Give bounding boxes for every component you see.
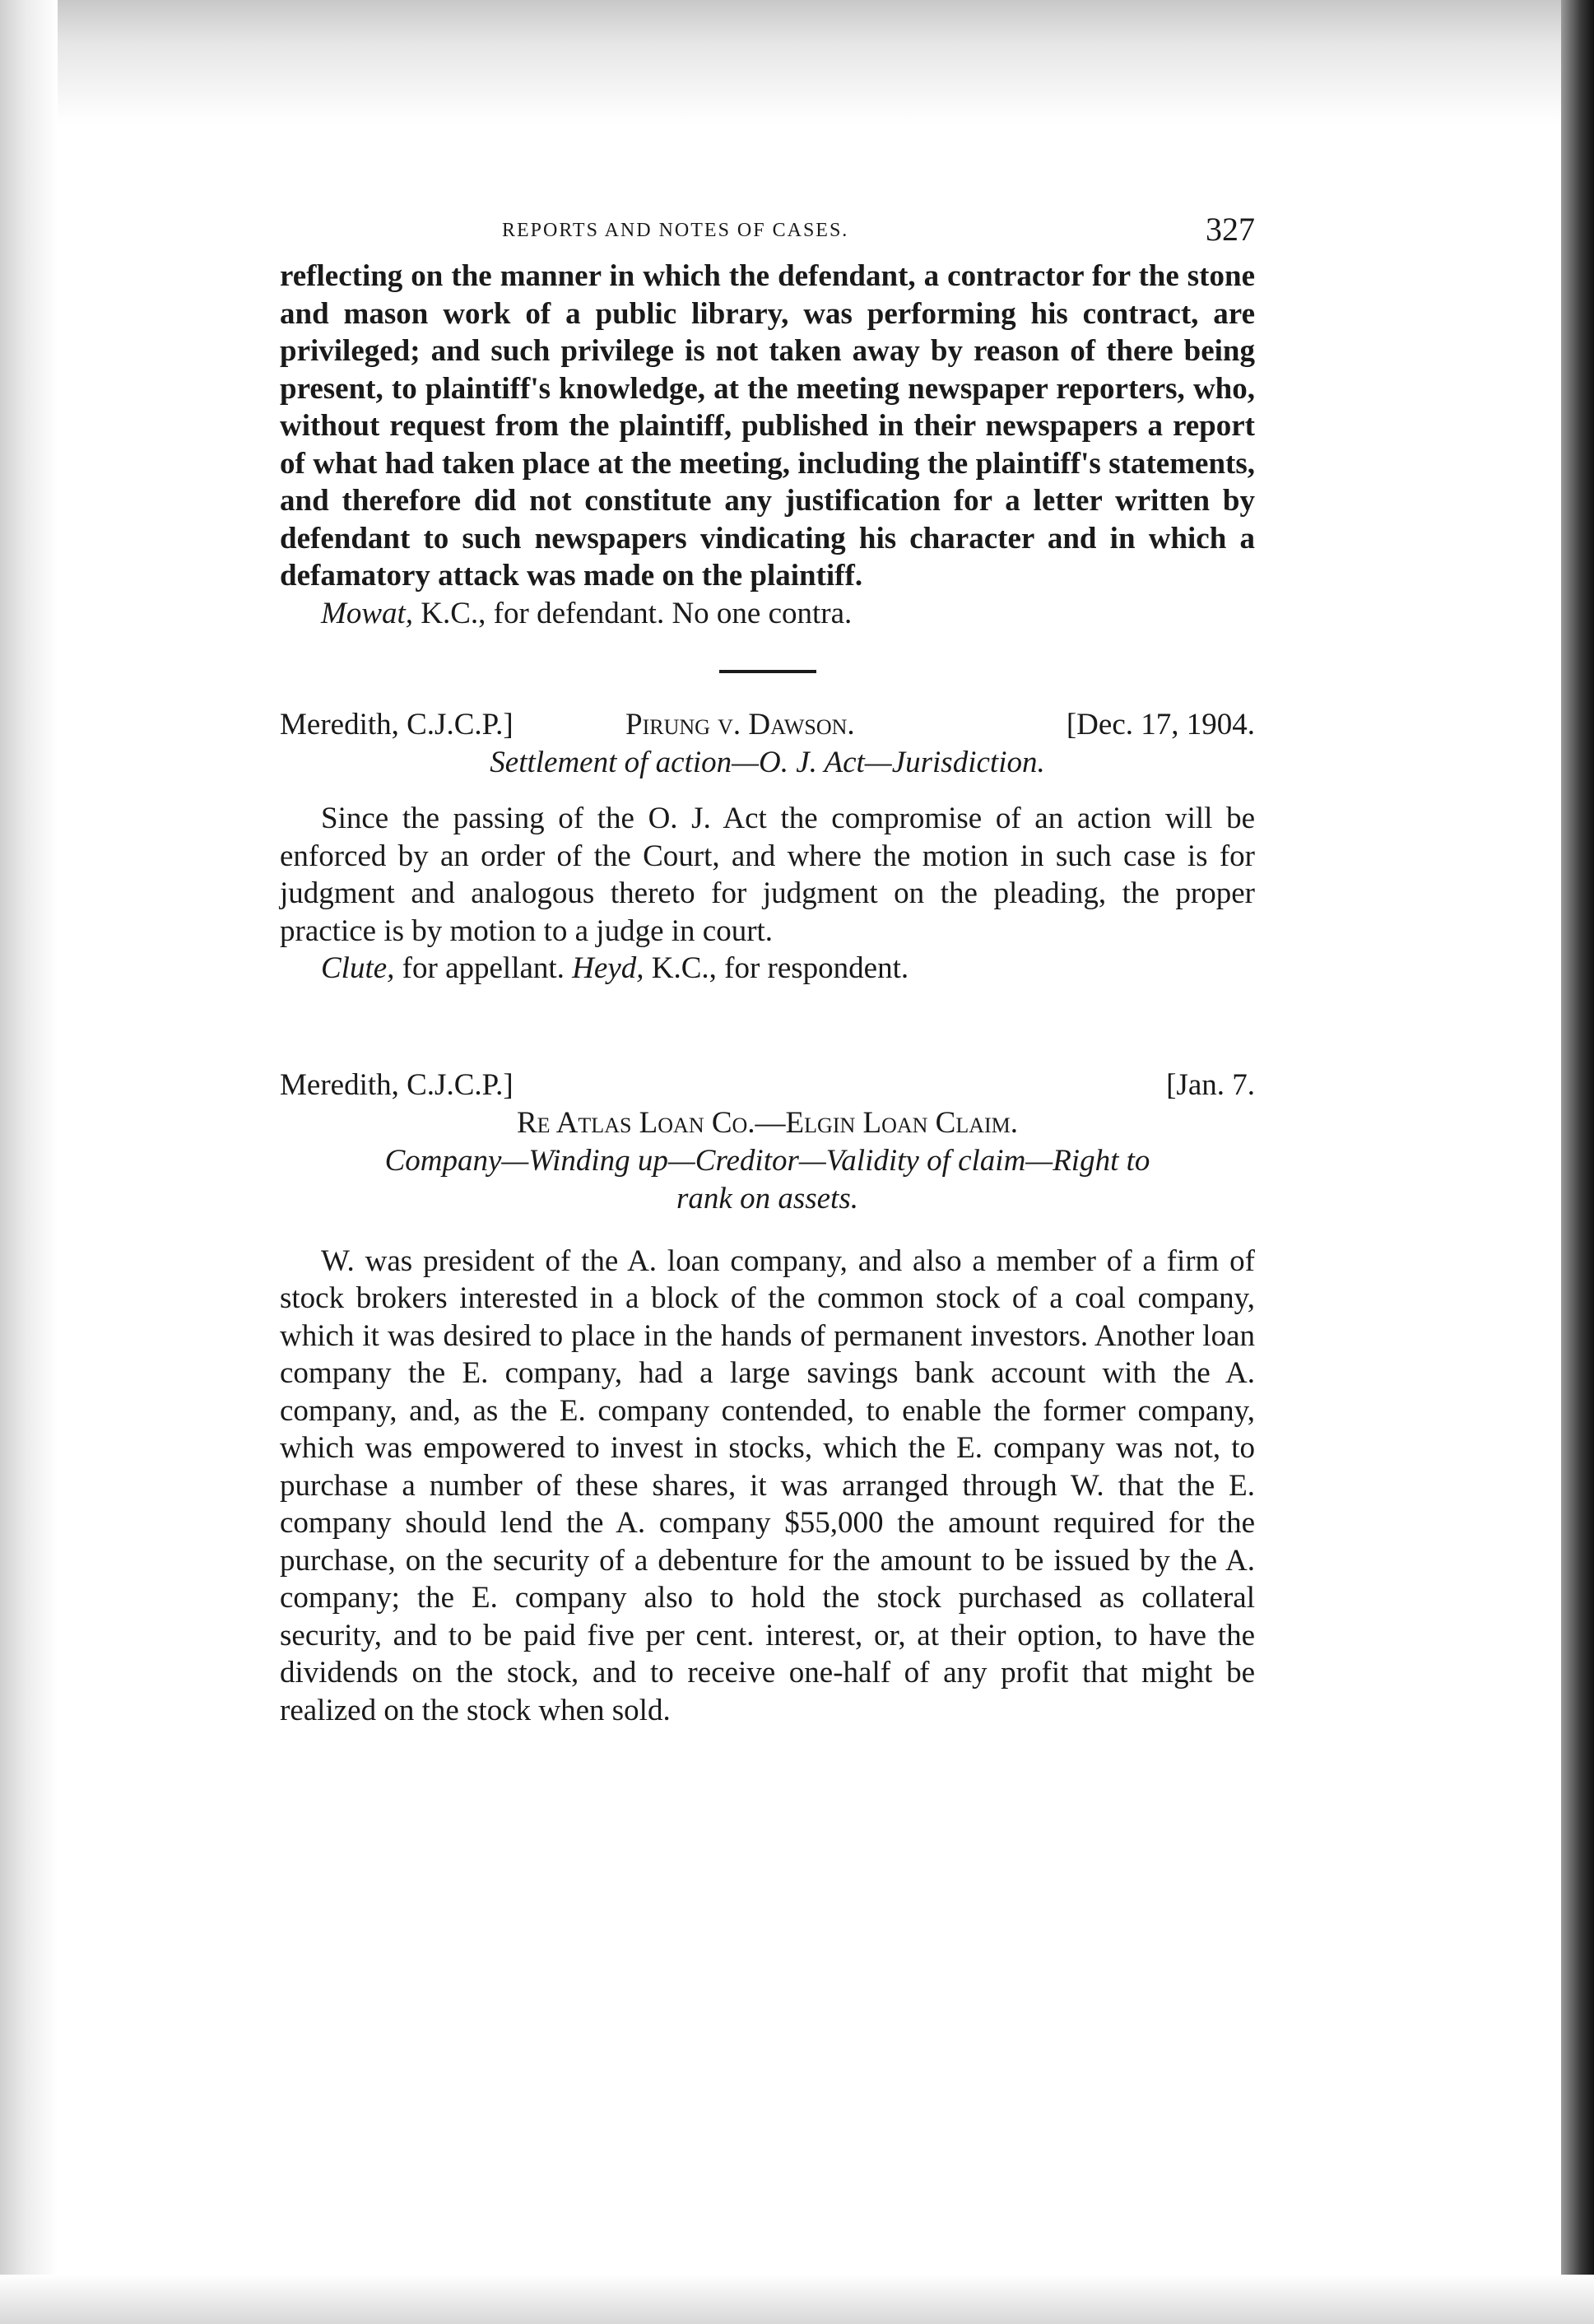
running-title: REPORTS AND NOTES OF CASES.: [502, 220, 849, 241]
case3-judge: Meredith, C.J.C.P.]: [280, 1067, 514, 1102]
case3-style: Re Atlas Loan Co.—Elgin Loan Claim.: [516, 1105, 1019, 1140]
case1-headnote: reflecting on the manner in which the defendant, a contractor for the stone and mason work of a public library, was performing his contract, are privileged; and such privilege is not taken away by reason of there being present, to plaintiff's knowledge, at the meeting newspaper reporters, who, without request from the plaintiff, published in their newspapers a report of what had taken place at the meeting, including the plaintiff's statements, and therefore did not constitute any justification for a letter written by defendant to such newspapers vindicating his character and in which a defamatory attack was made on the plaintiff.: [280, 259, 1255, 593]
case2-counsel1-name: Clute,: [321, 951, 395, 985]
case1-counsel: [280, 595, 1255, 633]
case2-counsel2-name: Heyd,: [572, 951, 644, 985]
case2-header: [280, 706, 1255, 744]
case2-counsel2-rest: K.C., for respondent.: [644, 951, 909, 985]
case2-headnote: Since the passing of the O. J. Act the compromise of an action will be enforced by an order of the Court, and where the motion in such case is for judgment and analogous thereto for judgment on the pleading, the proper practice is by motion to a judge in court.: [280, 802, 1255, 948]
case2-subject: Settlement of action—O. J. Act—Jurisdiction.: [490, 746, 1045, 779]
case1-counsel-rest: K.C., for defendant. No one contra.: [413, 596, 853, 630]
case2-counsel1-rest: for appellant.: [394, 951, 573, 985]
scan-shadow-right: [1561, 0, 1594, 2324]
case3-subject-line2: rank on assets.: [676, 1181, 858, 1215]
case2-date: [Dec. 17, 1904.: [1066, 708, 1255, 741]
scan-shadow-left: [0, 0, 58, 2324]
section-divider: [719, 670, 816, 673]
running-head: [280, 210, 1255, 246]
case1-counsel-name: Mowat,: [321, 596, 414, 630]
case3-header: [280, 1067, 1255, 1104]
scan-shadow-top: [0, 0, 1594, 123]
document-page: [280, 210, 1255, 1729]
page-number: 327: [1206, 211, 1255, 248]
case2-style: Pirung v. Dawson.: [625, 708, 855, 741]
case3-date: [Jan. 7.: [1166, 1067, 1255, 1102]
scan-shadow-bottom: [0, 2275, 1594, 2324]
case2-counsel: [280, 950, 1255, 988]
case3-headnote: W. was president of the A. loan company, and also a member of a firm of stock brokers interested in a block of the common stock of a coal company, which it was desired to place in the hands of permanent investors. Another loan company the E. company, had a large savings bank account with the A. company, and, as the E. company contended, to enable the former company, which was empowered to invest in stocks, which the E. company was not, to purchase a number of these shares, it was arranged through W. that the E. company should lend the A. company $55,000 the amount required for the purchase, on the security of a debenture for the amount to be issued by the A. company; the E. company also to hold the stock purchased as collateral security, and to be paid five per cent. interest, or, at their option, to have the dividends on the stock, and to receive one-half of any profit that might be realized on the stock when sold.: [280, 1243, 1255, 1727]
case3-subject-line1: Company—Winding up—Creditor—Validity of claim—Right to: [384, 1143, 1150, 1178]
case2-judge: Meredith, C.J.C.P.]: [280, 708, 514, 741]
